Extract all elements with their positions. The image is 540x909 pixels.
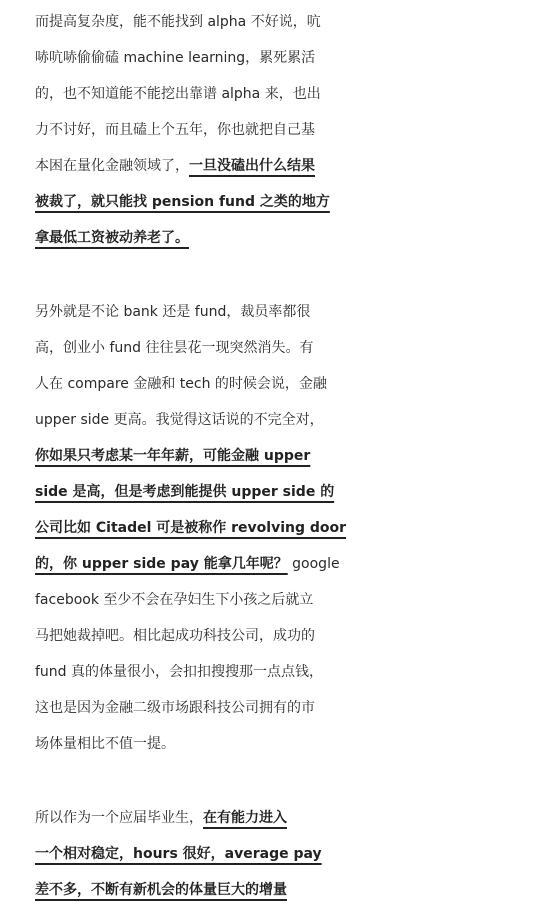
text-line: 这也是因为金融二级市场跟科技公司拥有的市 [35,700,315,716]
text-line: 另外就是不论 bank 还是 fund，裁员率都很 [35,304,311,320]
emphasized-text: 你如果只考虑某一年年薪，可能金融 upper [35,448,311,464]
text-line: 哧吭哧偷偷磕 machine learning，累死累活 [35,50,316,66]
text-line: 的，也不知道能不能挖出靠谱 alpha 来，也出 [35,86,321,102]
text-line [35,438,515,474]
plain-text: 本困在量化金融领域了， [35,158,189,174]
text-line [35,800,515,836]
emphasized-text: 公司比如 Citadel 可是被称作 revolving door [35,520,347,536]
text-line: 场体量相比不值一提。 [35,736,175,752]
text-line [35,546,515,582]
paragraph-2 [35,294,515,762]
paragraph-1 [35,4,515,256]
emphasized-text: 被裁了，就只能找 pension fund 之类的地方 [35,194,330,210]
paragraph-gap [35,256,515,294]
paragraph-3 [35,800,515,908]
emphasized-text: side 是高，但是考虑到能提供 upper side 的 [35,484,335,500]
emphasized-text: 一旦没磕出什么结果 [189,158,315,174]
plain-text: google [287,556,340,572]
emphasized-text: 在有能力进入 [203,810,287,826]
emphasized-text: 的，你 upper side pay 能拿几年呢？ [35,556,288,572]
text-line [35,184,515,220]
text-line [35,872,515,908]
emphasized-text: 拿最低工资被动养老了。 [35,230,189,246]
emphasized-text: 差不多，不断有新机会的体量巨大的增量 [35,882,287,898]
article-body [35,4,515,908]
text-line: facebook 至少不会在孕妇生下小孩之后就立 [35,592,314,608]
text-line: 高，创业小 fund 往往昙花一现突然消失。有 [35,340,314,356]
text-line: 马把她裁掉吧。相比起成功科技公司，成功的 [35,628,315,644]
text-line [35,220,515,256]
text-line [35,836,515,872]
text-line [35,474,515,510]
text-line [35,510,515,546]
text-line: upper side 更高。我觉得这话说的不完全对， [35,412,324,428]
emphasized-text: 一个相对稳定，hours 很好，average pay [35,846,322,862]
text-line: fund 真的体量很小，会扣扣搜搜那一点点钱， [35,664,324,680]
plain-text: 所以作为一个应届毕业生， [35,810,203,826]
text-line [35,148,515,184]
paragraph-gap [35,762,515,800]
text-line: 力不讨好，而且磕上个五年，你也就把自己基 [35,122,315,138]
text-line: 人在 compare 金融和 tech 的时候会说，金融 [35,376,327,392]
text-line: 而提高复杂度，能不能找到 alpha 不好说，吭 [35,14,321,30]
